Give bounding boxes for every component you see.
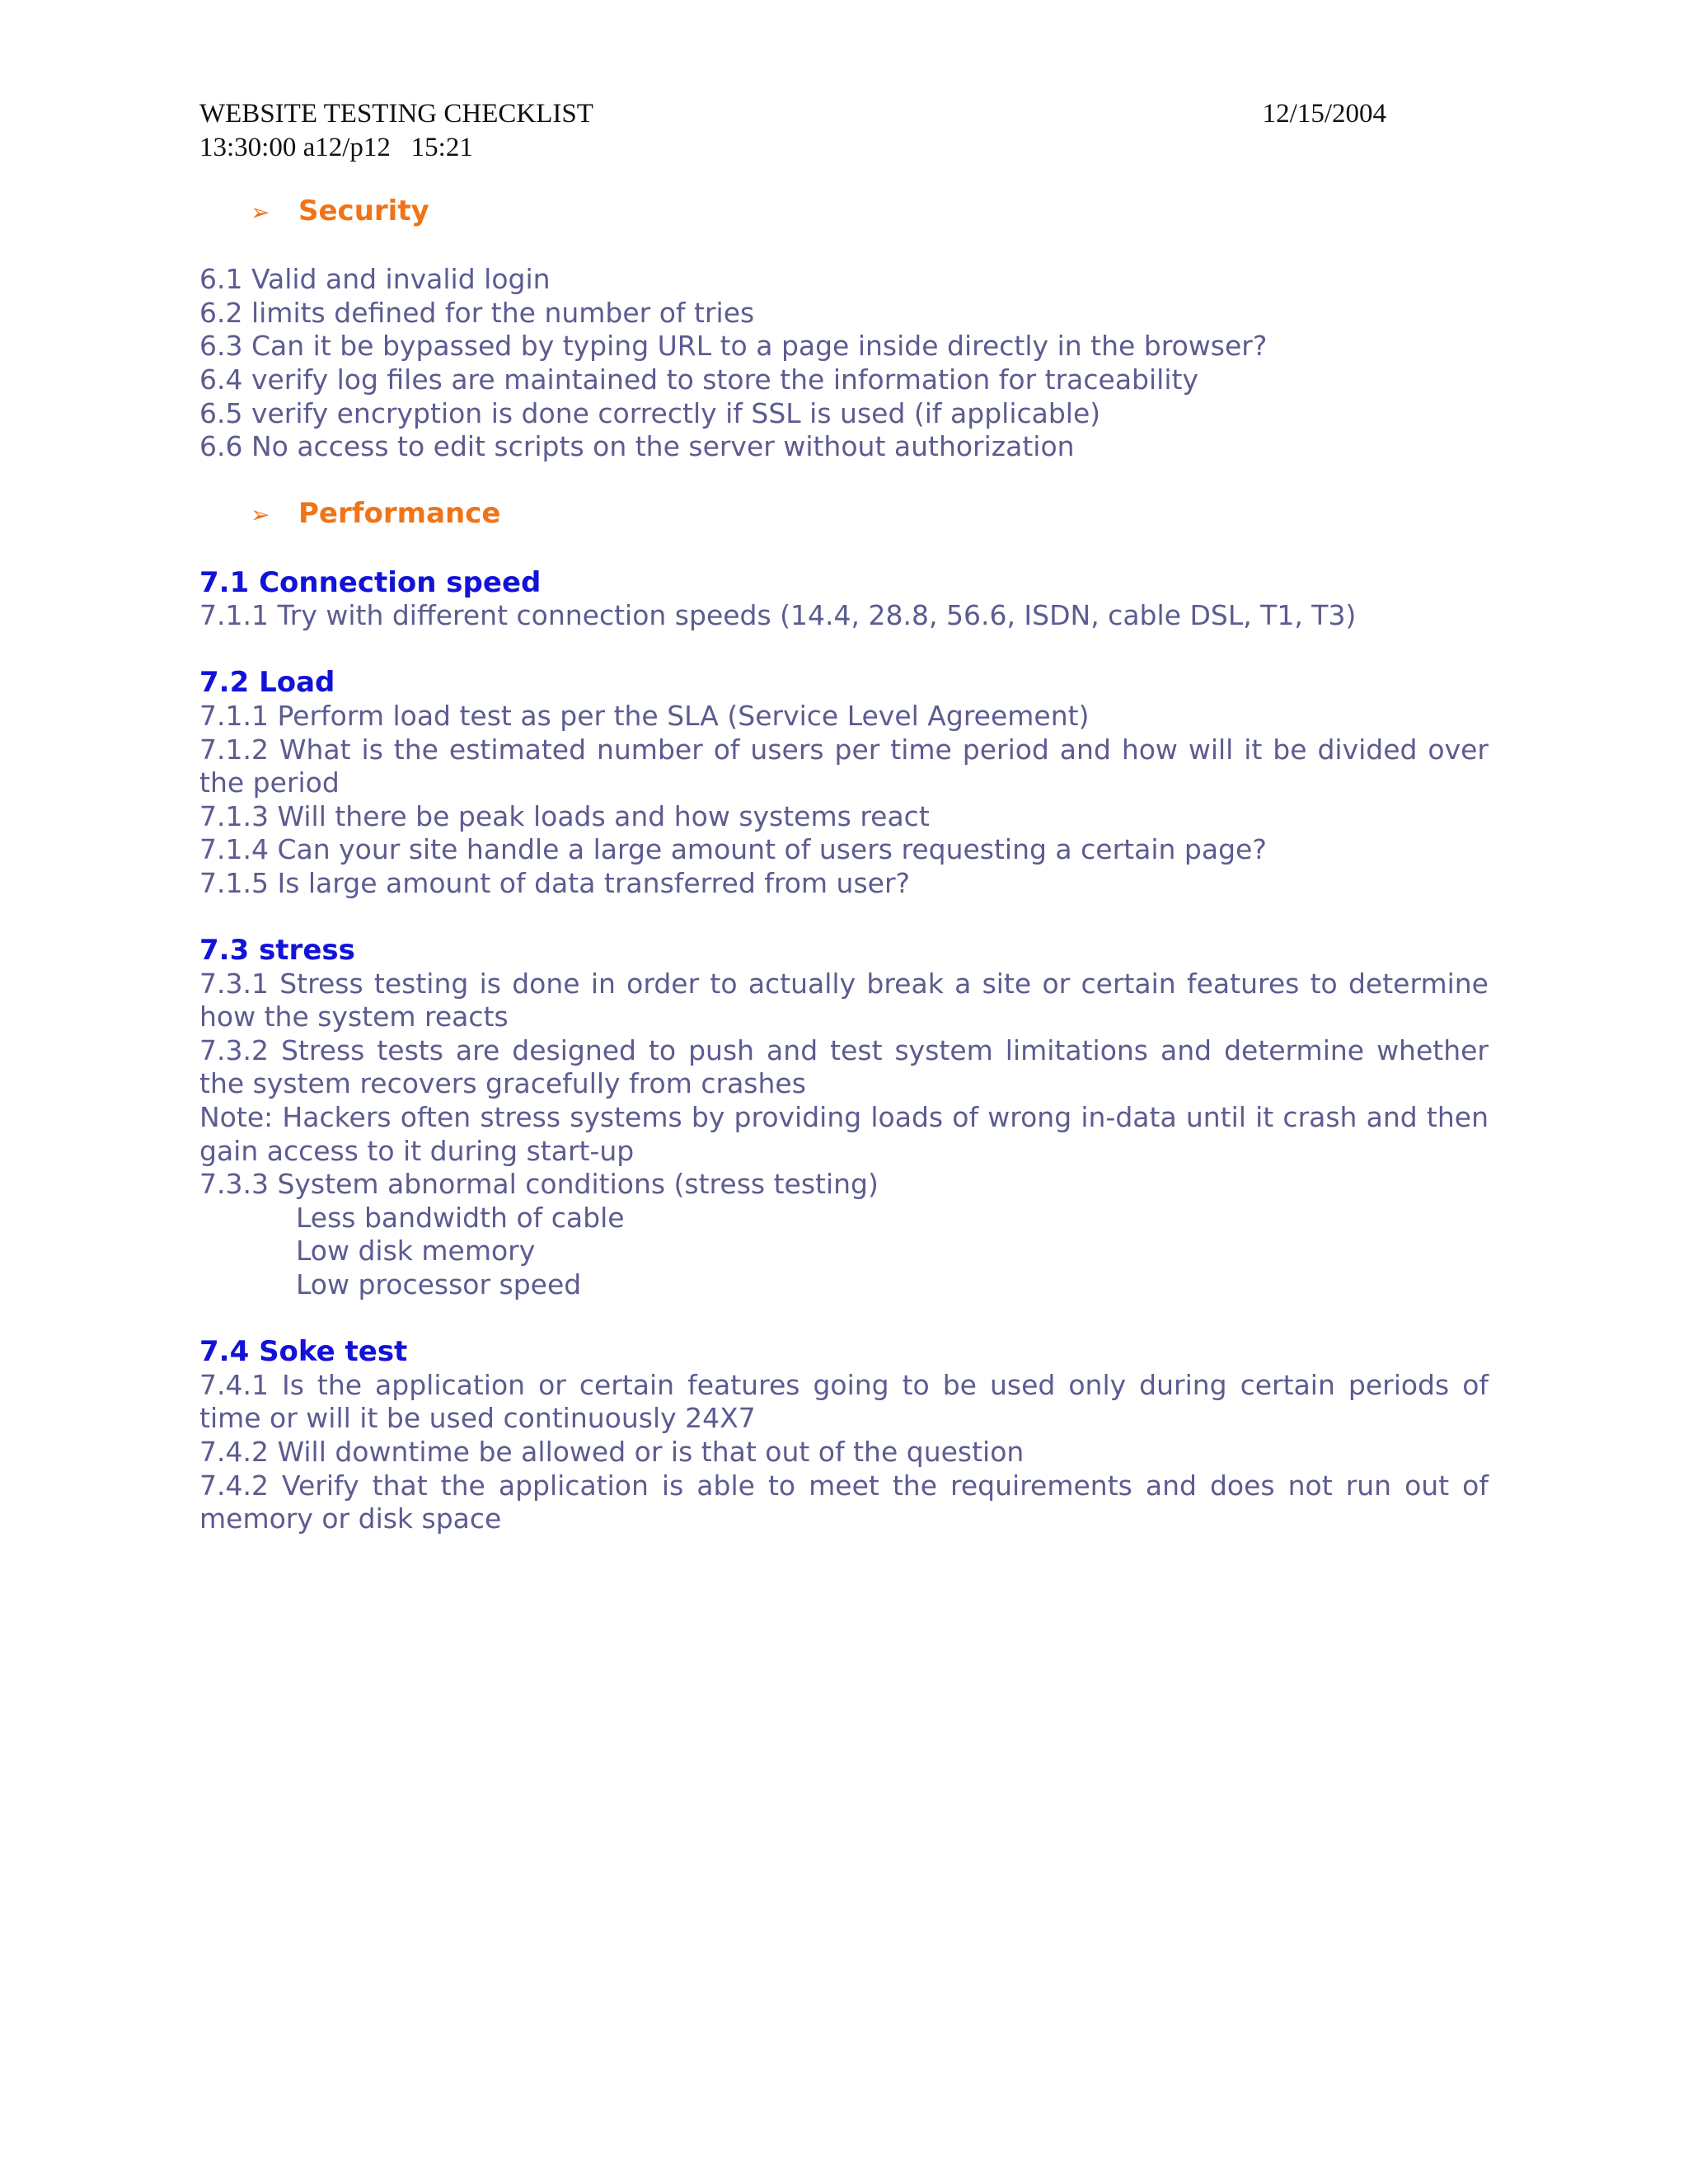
- header-timestamp: 13:30:00 a12/p12 15:21: [199, 133, 473, 162]
- security-heading-text: Security: [298, 194, 429, 227]
- list-item: 7.1.5 Is large amount of data transferred from user?: [199, 866, 911, 899]
- connection-speed-heading: 7.1 Connection speed: [199, 565, 542, 599]
- list-item: 7.1.1 Perform load test as per the SLA (Service Level Agreement): [199, 699, 1090, 732]
- list-item: 7.3.2 Stress tests are designed to push and test system limitations and determine whether the system recovers gracefully from crashes: [199, 1033, 1489, 1100]
- arrow-bullet-icon: ➢: [251, 501, 270, 529]
- list-item: 7.4.2 Verify that the application is able to meet the requirements and does not run out of memory or disk space: [199, 1469, 1489, 1535]
- security-heading: [251, 194, 1489, 230]
- condition-item: Less bandwidth of cable: [296, 1201, 625, 1234]
- list-item: 7.3.3 System abnormal conditions (stress testing): [199, 1168, 879, 1201]
- header-date: 12/15/2004: [1262, 99, 1386, 129]
- list-item: 7.4.2 Will downtime be allowed or is that out of the question: [199, 1435, 1025, 1468]
- list-item: 6.5 verify encryption is done correctly if SSL is used (if applicable): [199, 396, 1101, 429]
- condition-item: Low processor speed: [296, 1268, 582, 1301]
- performance-heading: [251, 497, 1489, 532]
- list-item: 7.1.3 Will there be peak loads and how systems react: [199, 799, 930, 832]
- list-item: 6.1 Valid and invalid login: [199, 263, 551, 296]
- list-item: 7.1.1 Try with different connection speeds (14.4, 28.8, 56.6, ISDN, cable DSL, T1, T3): [199, 599, 1357, 632]
- condition-item: Low disk memory: [296, 1235, 536, 1268]
- performance-heading-text: Performance: [298, 497, 501, 531]
- list-item: 6.6 No access to edit scripts on the server without authorization: [199, 430, 1075, 463]
- list-item: 6.3 Can it be bypassed by typing URL to a page inside directly in the browser?: [199, 330, 1268, 363]
- header-title: WEBSITE TESTING CHECKLIST: [199, 99, 593, 129]
- list-item: 7.1.2 What is the estimated number of users per time period and how will it be divided over the period: [199, 733, 1489, 799]
- list-item: 7.3.1 Stress testing is done in order to actually break a site or certain features to determine how the system reacts: [199, 967, 1489, 1033]
- stress-note: Note: Hackers often stress systems by providing loads of wrong in-data until it crash and then gain access to it during start-up: [199, 1101, 1489, 1167]
- soke-test-heading: 7.4 Soke test: [199, 1335, 408, 1369]
- stress-heading: 7.3 stress: [199, 934, 355, 968]
- load-heading: 7.2 Load: [199, 666, 335, 700]
- list-item: 6.2 limits defined for the number of tries: [199, 296, 755, 329]
- list-item: 7.1.4 Can your site handle a large amount of users requesting a certain page?: [199, 833, 1267, 866]
- document-body: [199, 194, 1489, 1536]
- page-header: [199, 97, 1386, 165]
- list-item: 6.4 verify log files are maintained to store the information for traceability: [199, 363, 1198, 396]
- arrow-bullet-icon: ➢: [251, 199, 270, 226]
- list-item: 7.4.1 Is the application or certain features going to be used only during certain periods of time or will it be used continuously 24X7: [199, 1368, 1489, 1435]
